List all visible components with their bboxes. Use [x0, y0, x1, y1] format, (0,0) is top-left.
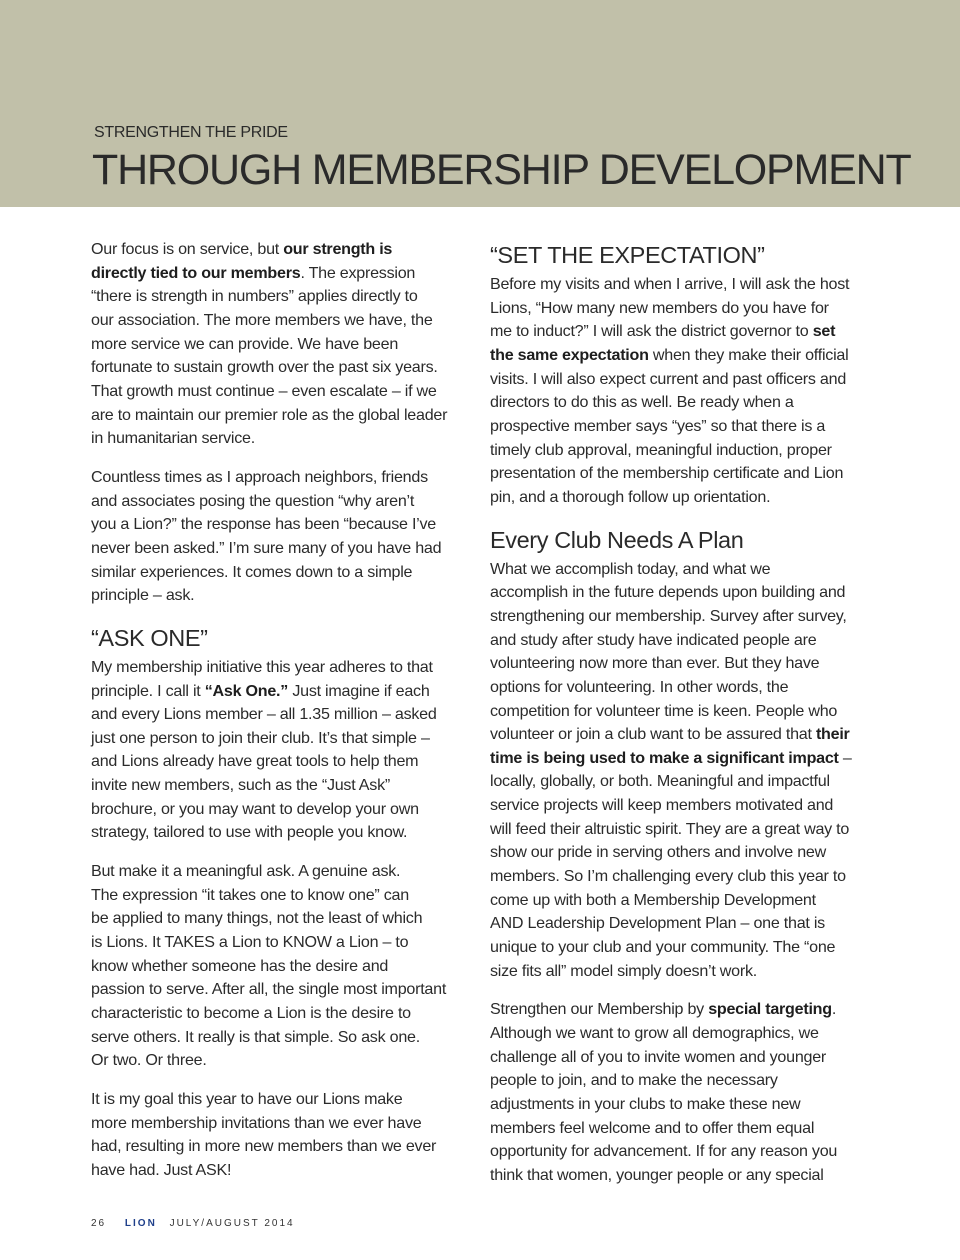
text-line: [91, 1049, 471, 1073]
text-run: My membership initiative this year adheres to that: [91, 657, 433, 676]
text-run: strengthening our membership. Survey after survey,: [490, 606, 847, 625]
text-line: [490, 652, 875, 676]
text-line: [490, 841, 875, 865]
text-line: [91, 262, 471, 286]
text-run: be applied to many things, not the least of which: [91, 909, 423, 928]
text-line: [91, 466, 471, 490]
text-line: [490, 1093, 875, 1117]
bold-text: their: [815, 725, 850, 744]
text-run: people to join, and to make the necessary: [490, 1071, 778, 1090]
text-run: Before my visits and when I arrive, I will ask the host: [490, 275, 850, 293]
paragraph: [91, 656, 471, 845]
text-line: [490, 960, 875, 984]
text-run: unique to your club and your community. The “one: [490, 938, 836, 957]
text-run: members feel welcome and to offer them equal: [490, 1118, 815, 1137]
text-run: prospective member says “yes” so that there is a: [490, 416, 826, 435]
text-line: [91, 680, 471, 704]
text-line: [490, 723, 875, 747]
text-line: [91, 798, 471, 822]
bold-text: time is being used to make a significant impact: [490, 748, 839, 767]
text-run: accomplish in the future depends upon building and: [490, 583, 846, 602]
text-line: [490, 558, 875, 582]
paragraph: [91, 466, 471, 608]
text-run: and associates posing the question “why aren’t: [91, 491, 415, 510]
text-line: [91, 1135, 471, 1159]
text-line: [91, 656, 471, 680]
text-line: [91, 537, 471, 561]
paragraph: [490, 998, 875, 1187]
text-run: principle. I call it: [91, 681, 205, 700]
paragraph: [490, 273, 875, 510]
text-run: .: [831, 1000, 837, 1019]
text-run: volunteering now more than ever. But they have: [490, 654, 820, 673]
text-line: [91, 978, 471, 1002]
text-line: [91, 380, 471, 404]
text-run: visits. I will also expect current and past officers and: [490, 369, 847, 388]
text-line: [91, 584, 471, 608]
text-line: [490, 1022, 875, 1046]
text-run: in humanitarian service.: [91, 429, 255, 448]
text-line: [490, 415, 875, 439]
text-run: are to maintain our premier role as the global leader: [91, 405, 448, 424]
text-run: service projects will keep members motivated and: [490, 796, 834, 815]
text-run: serve others. It really is that simple. So ask one.: [91, 1027, 420, 1046]
text-run: The expression “it takes one to know one” can: [91, 885, 409, 904]
text-line: [490, 1164, 875, 1188]
text-run: invite new members, such as the “Just Ask”: [91, 776, 390, 795]
text-run: “there is strength in numbers” applies directly to: [91, 287, 418, 306]
text-line: [490, 676, 875, 700]
text-line: [91, 821, 471, 845]
text-run: Our focus is on service, but: [91, 240, 284, 258]
text-run: Strengthen our Membership by: [490, 1000, 709, 1019]
text-run: pin, and a thorough follow up orientation.: [490, 487, 771, 506]
text-line: [91, 404, 471, 428]
page-number: 26: [91, 1218, 107, 1229]
text-line: [490, 629, 875, 653]
header-banner: [0, 0, 960, 207]
text-line: [91, 490, 471, 514]
text-line: [91, 774, 471, 798]
text-run: more membership invitations than we ever have: [91, 1113, 422, 1132]
section-kicker: STRENGTHEN THE PRIDE: [94, 124, 288, 141]
text-line: [490, 439, 875, 463]
text-line: [490, 936, 875, 960]
text-line: [490, 273, 875, 297]
text-run: AND Leadership Development Plan – one that is: [490, 914, 825, 933]
text-line: [490, 605, 875, 629]
text-run: our association. The more members we have, the: [91, 310, 433, 329]
text-line: [490, 912, 875, 936]
section-heading: “SET THE EXPECTATION”: [490, 242, 765, 268]
article-title: THROUGH MEMBERSHIP DEVELOPMENT: [92, 146, 911, 194]
text-line: [490, 391, 875, 415]
text-run: have had. Just ASK!: [91, 1160, 232, 1179]
text-line: [91, 1088, 471, 1112]
paragraph: [91, 238, 471, 451]
text-line: [91, 513, 471, 537]
text-run: fortunate to sustain growth over the past six years.: [91, 358, 438, 377]
text-line: [91, 1002, 471, 1026]
text-line: [490, 998, 875, 1022]
text-line: [490, 770, 875, 794]
text-run: brochure, or you may want to develop your own: [91, 799, 419, 818]
text-line: [91, 860, 471, 884]
text-run: show our pride in serving others and involve new: [490, 843, 826, 862]
text-line: [91, 703, 471, 727]
text-run: It is my goal this year to have our Lions make: [91, 1090, 403, 1108]
text-run: just one person to join their club. It’s that simple –: [91, 728, 430, 747]
bold-text: directly tied to our members: [91, 263, 301, 282]
text-line: [91, 561, 471, 585]
text-run: know whether someone has the desire and: [91, 956, 389, 975]
text-line: [91, 884, 471, 908]
text-run: What we accomplish today, and what we: [490, 559, 771, 578]
text-line: [91, 727, 471, 751]
text-run: timely club approval, meaningful induction, proper: [490, 440, 832, 459]
text-run: you a Lion?” the response has been “because I’ve: [91, 515, 436, 534]
paragraph: [91, 1088, 471, 1183]
text-line: [490, 297, 875, 321]
text-line: [91, 1112, 471, 1136]
text-line: [490, 794, 875, 818]
text-run: opportunity for advancement. If for any reason you: [490, 1142, 838, 1161]
text-run: Lions, “How many new members do you have for: [490, 298, 829, 317]
text-line: [91, 238, 471, 262]
text-line: [490, 320, 875, 344]
text-line: [490, 818, 875, 842]
text-run: think that women, younger people or any special: [490, 1165, 824, 1184]
text-run: more service we can provide. We have been: [91, 334, 399, 353]
text-run: principle – ask.: [91, 586, 195, 605]
text-line: [490, 1069, 875, 1093]
text-line: [91, 750, 471, 774]
text-run: and Lions already have great tools to help them: [91, 752, 419, 771]
text-run: . The expression: [300, 263, 416, 282]
text-run: Just imagine if each: [288, 681, 430, 700]
text-run: directors to do this as well. Be ready when a: [490, 393, 794, 412]
text-line: [91, 955, 471, 979]
text-line: [490, 1046, 875, 1070]
paragraph: [490, 558, 875, 984]
text-run: Countless times as I approach neighbors, friends: [91, 467, 428, 486]
bold-text: set: [812, 322, 836, 341]
text-line: [91, 931, 471, 955]
right-column: [490, 240, 875, 1203]
text-line: [490, 747, 875, 771]
text-run: But make it a meaningful ask. A genuine ask.: [91, 862, 401, 881]
text-run: challenge all of you to invite women and younger: [490, 1047, 827, 1066]
text-line: [91, 907, 471, 931]
text-line: [490, 462, 875, 486]
text-line: [91, 1159, 471, 1183]
text-run: is Lions. It TAKES a Lion to KNOW a Lion – to: [91, 933, 409, 952]
text-line: [490, 865, 875, 889]
text-run: Although we want to grow all demographics, we: [490, 1024, 819, 1043]
text-run: come up with both a Membership Development: [490, 890, 816, 909]
text-run: similar experiences. It comes down to a simple: [91, 562, 413, 581]
text-line: [490, 344, 875, 368]
magazine-name: LION: [124, 1218, 157, 1229]
text-run: never been asked.” I’m sure many of you have had: [91, 538, 442, 557]
bold-text: our strength is: [283, 240, 393, 258]
text-line: [490, 581, 875, 605]
text-line: [91, 1026, 471, 1050]
text-run: had, resulting in more new members than we ever: [91, 1137, 437, 1156]
bold-text: special targeting: [708, 1000, 832, 1019]
text-line: [91, 309, 471, 333]
text-run: and every Lions member – all 1.35 million – asked: [91, 705, 437, 724]
paragraph: [91, 860, 471, 1073]
text-run: That growth must continue – even escalate – if we: [91, 381, 437, 400]
text-run: competition for volunteer time is keen. People who: [490, 701, 838, 720]
text-line: [91, 333, 471, 357]
text-run: strategy, tailored to use with people you know.: [91, 823, 408, 842]
text-run: options for volunteering. In other words, the: [490, 677, 789, 696]
issue-date: JULY/AUGUST 2014: [169, 1218, 295, 1229]
text-run: will feed their altruistic spirit. They are a great way to: [490, 819, 850, 838]
text-run: –: [838, 748, 852, 767]
text-run: size fits all” model simply doesn’t work.: [490, 961, 758, 980]
text-run: characteristic to become a Lion is the desire to: [91, 1004, 411, 1023]
text-run: me to induct?” I will ask the district governor to: [490, 322, 813, 341]
text-run: Or two. Or three.: [91, 1051, 207, 1070]
text-line: [490, 486, 875, 510]
text-line: [490, 368, 875, 392]
text-line: [91, 356, 471, 380]
text-line: [91, 285, 471, 309]
text-line: [490, 889, 875, 913]
bold-text: the same expectation: [490, 345, 649, 364]
text-run: and study after study have indicated people are: [490, 630, 817, 649]
text-run: volunteer or join a club want to be assured that: [490, 725, 816, 744]
section-heading: Every Club Needs A Plan: [490, 526, 744, 553]
bold-text: “Ask One.”: [204, 681, 289, 700]
text-run: members. So I’m challenging every club this year to: [490, 867, 846, 886]
text-run: passion to serve. After all, the single most important: [91, 980, 447, 999]
text-run: locally, globally, or both. Meaningful and impactful: [490, 772, 830, 791]
text-line: [490, 1140, 875, 1164]
text-line: [490, 1117, 875, 1141]
text-line: [490, 700, 875, 724]
page-footer: [91, 1218, 295, 1229]
left-column: [91, 238, 471, 1198]
section-heading: “ASK ONE”: [91, 624, 208, 651]
text-run: presentation of the membership certificate and Lion: [490, 464, 844, 483]
text-run: adjustments in your clubs to make these new: [490, 1095, 801, 1113]
text-line: [91, 427, 471, 451]
text-run: when they make their official: [648, 345, 849, 364]
